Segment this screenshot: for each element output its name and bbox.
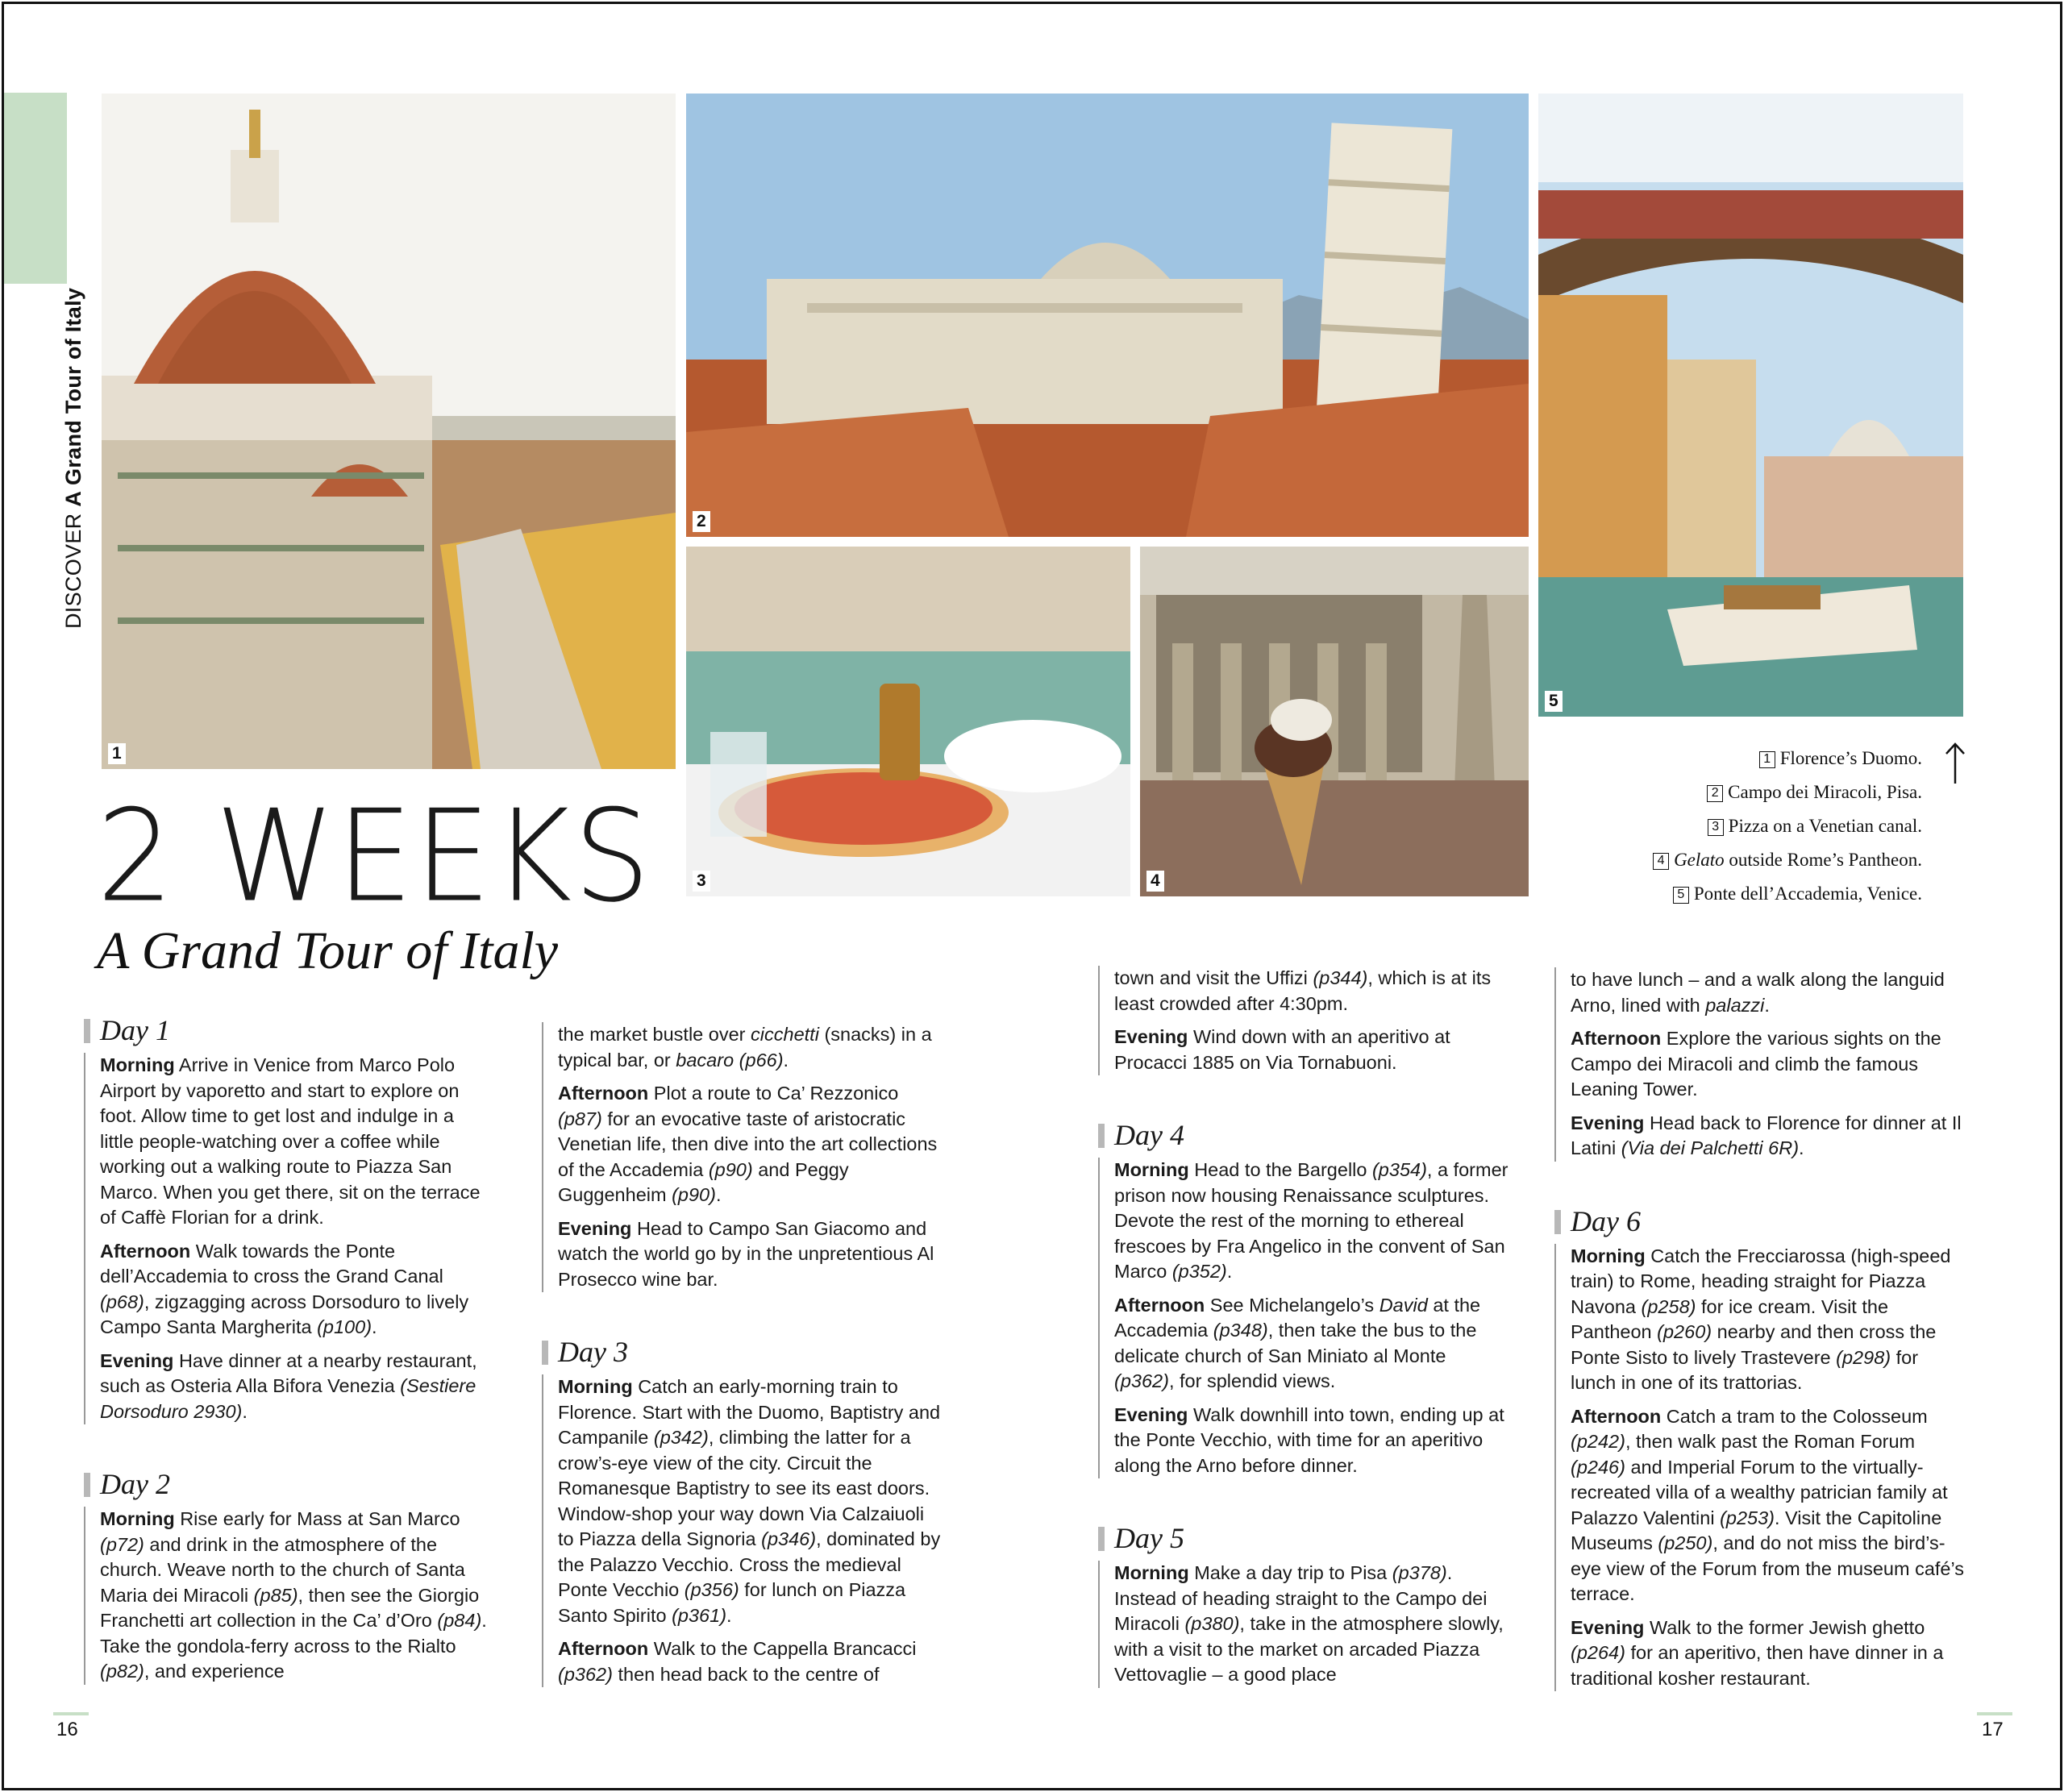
page-number-right: 17: [1982, 1719, 2004, 1740]
day-3-morning: Morning Catch an early-morning train to Florence. Start with the Duomo, Baptistry and Campanile (p342), climbing the latter for a crow’s-eye view of the city. Circuit the Romanesque Baptistry to see its east doors. Window-shop your way down Via Calzaiuoli to Piazza della Signoria (p346), dominated by the Palazzo Vecchio. Cross the medieval Ponte Vecchio (p356) for lunch on Piazza Santo Spirito (p361).: [558, 1376, 941, 1626]
folio-rule-right: [1977, 1712, 2012, 1715]
section-title: A Grand Tour of Italy: [61, 287, 85, 507]
day-2-morning-cont: the market bustle over cicchetti (snacks) in a typical bar, or bacaro (p66).: [558, 1024, 932, 1071]
day-3-afternoon: Afternoon Walk to the Cappella Brancacci (p362) then head back to the centre of: [558, 1638, 917, 1685]
day-2-afternoon: Afternoon Plot a route to Ca’ Rezzonico (p87) for an evocative taste of aristocratic Venetian life, then dive into the art collections of the Accademia (p90) and Peggy Guggenheim (p90).: [558, 1083, 938, 1205]
photo-number: 2: [693, 511, 710, 532]
pisa-campo-photo: [686, 94, 1529, 537]
text-column-4: [1554, 967, 1966, 1699]
subheadline: A Grand Tour of Italy: [97, 921, 559, 980]
day-5-body-cont: [1554, 967, 1966, 1162]
day-6-body: [1554, 1244, 1966, 1692]
day-3-afternoon-cont: town and visit the Uffizi (p344), which is at its least crowded after 4:30pm.: [1114, 967, 1492, 1014]
caption-3: 3 Pizza on a Venetian canal.: [1653, 809, 1922, 843]
folio-rule-left: [53, 1712, 89, 1715]
caption-1: 1 Florence’s Duomo.: [1653, 742, 1922, 775]
day-1-body: [84, 1053, 487, 1424]
pizza-canal-photo: [686, 547, 1130, 896]
page-number-left: 16: [56, 1719, 78, 1740]
day-1-morning: Morning Arrive in Venice from Marco Polo Airport by vaporetto and start to explore on foot. Allow time to get lost and indulge in a little people-watching over a coffee while working out a walking route to Piazza San Marco. When you get there, sit on the terrace of Caffè Florian for a drink.: [100, 1054, 481, 1228]
headline: 2 WEEKS: [97, 783, 652, 931]
day-3-body-cont: [1098, 966, 1509, 1075]
day-5-body: [1098, 1561, 1509, 1688]
day-6-afternoon: Afternoon Catch a tram to the Colosseum (p242), then walk past the Roman Forum (p246) and Imperial Forum to the virtually-recreated villa of a wealthy patrician family at Palazzo Valentini (p253). Visit the Capitoline Museums (p250), and do not miss the bird’s-eye view of the Forum from the museum café’s terrace.: [1571, 1405, 1965, 1604]
day-1-evening: Evening Have dinner at a nearby restaurant, such as Osteria Alla Bifora Venezia (Sestiere Dorsoduro 2930).: [100, 1349, 477, 1422]
day-5-title: Day 5: [1098, 1522, 1509, 1554]
section-label: [61, 288, 86, 629]
venice-accademia-photo: [1538, 94, 1963, 717]
photo-captions: [1653, 742, 1922, 911]
day-2-body: [84, 1507, 487, 1685]
day-5-evening: Evening Head back to Florence for dinner at Il Latini (Via dei Palchetti 6R).: [1571, 1112, 1962, 1158]
caption-5: 5 Ponte dell’Accademia, Venice.: [1653, 877, 1922, 911]
day-4-evening: Evening Walk downhill into town, ending up at the Ponte Vecchio, with time for an aperitivo along the Arno before dinner.: [1114, 1403, 1504, 1476]
day-5-afternoon: Afternoon Explore the various sights on the Campo dei Miracoli and climb the famous Leaning Tower.: [1571, 1028, 1941, 1100]
arrow-up-icon: [1943, 742, 1967, 785]
text-column-2: [542, 1022, 945, 1695]
day-4-morning: Morning Head to the Bargello (p354), a former prison now housing Renaissance sculptures. Devote the rest of the morning to ethereal frescoes by Fra Angelico in the convent of San Marco (p352).: [1114, 1159, 1508, 1282]
day-2-morning: Morning Rise early for Mass at San Marco (p72) and drink in the atmosphere of the church. Weave north to the church of Santa Maria dei Miracoli (p85), then see the Giorgio Franchetti art collection in the Ca’ d’Oro (p84). Take the gondola-ferry across to the Rialto (p82), and experience: [100, 1508, 487, 1682]
photo-number: 5: [1545, 691, 1563, 712]
day-6-evening: Evening Walk to the former Jewish ghetto (p264) for an aperitivo, then have dinner in a traditional kosher restaurant.: [1571, 1616, 1944, 1689]
text-column-1: [84, 1014, 487, 1693]
day-5-morning: Morning Make a day trip to Pisa (p378). Instead of heading straight to the Campo dei Miracoli (p380), take in the atmosphere slowly, with a visit to the market on arcaded Piazza Vettovaglie – a good place: [1114, 1562, 1504, 1685]
day-3-body: [542, 1374, 945, 1687]
day-2-title: Day 2: [84, 1468, 487, 1500]
photo-number: 4: [1146, 871, 1164, 892]
caption-2: 2 Campo dei Miracoli, Pisa.: [1653, 775, 1922, 809]
day-4-afternoon: Afternoon See Michelangelo’s David at the Accademia (p348), then take the bus to the delicate church of San Miniato al Monte (p362), for splendid views.: [1114, 1294, 1481, 1391]
day-2-body-cont: [542, 1022, 945, 1292]
photo-number: 3: [693, 871, 710, 892]
gelato-pantheon-photo: [1140, 547, 1529, 896]
florence-duomo-photo: [102, 94, 676, 769]
day-3-evening: Evening Wind down with an aperitivo at Procacci 1885 on Via Tornabuoni.: [1114, 1026, 1450, 1073]
day-1-title: Day 1: [84, 1014, 487, 1046]
section-name: DISCOVER: [61, 513, 85, 629]
day-3-title: Day 3: [542, 1336, 945, 1368]
day-4-title: Day 4: [1098, 1119, 1509, 1151]
day-4-body: [1098, 1158, 1509, 1478]
section-tab: [4, 93, 67, 284]
day-1-afternoon: Afternoon Walk towards the Ponte dell’Accademia to cross the Grand Canal (p68), zigzagging across Dorsoduro to lively Campo Santa Margherita (p100).: [100, 1240, 469, 1337]
day-5-morning-cont: to have lunch – and a walk along the languid Arno, lined with palazzi.: [1571, 969, 1945, 1016]
text-column-3: [1098, 966, 1509, 1696]
caption-4: 4 Gelato outside Rome’s Pantheon.: [1653, 843, 1922, 877]
day-2-evening: Evening Head to Campo San Giacomo and watch the world go by in the unpretentious Al Prosecco wine bar.: [558, 1217, 934, 1290]
day-6-title: Day 6: [1554, 1205, 1966, 1237]
day-6-morning: Morning Catch the Frecciarossa (high-speed train) to Rome, heading straight for Piazza Navona (p258) for ice cream. Visit the Pantheon (p260) nearby and then cross the Ponte Sisto to lively Trastevere (p298) for lunch in one of its trattorias.: [1571, 1245, 1951, 1393]
photo-number: 1: [108, 743, 126, 764]
